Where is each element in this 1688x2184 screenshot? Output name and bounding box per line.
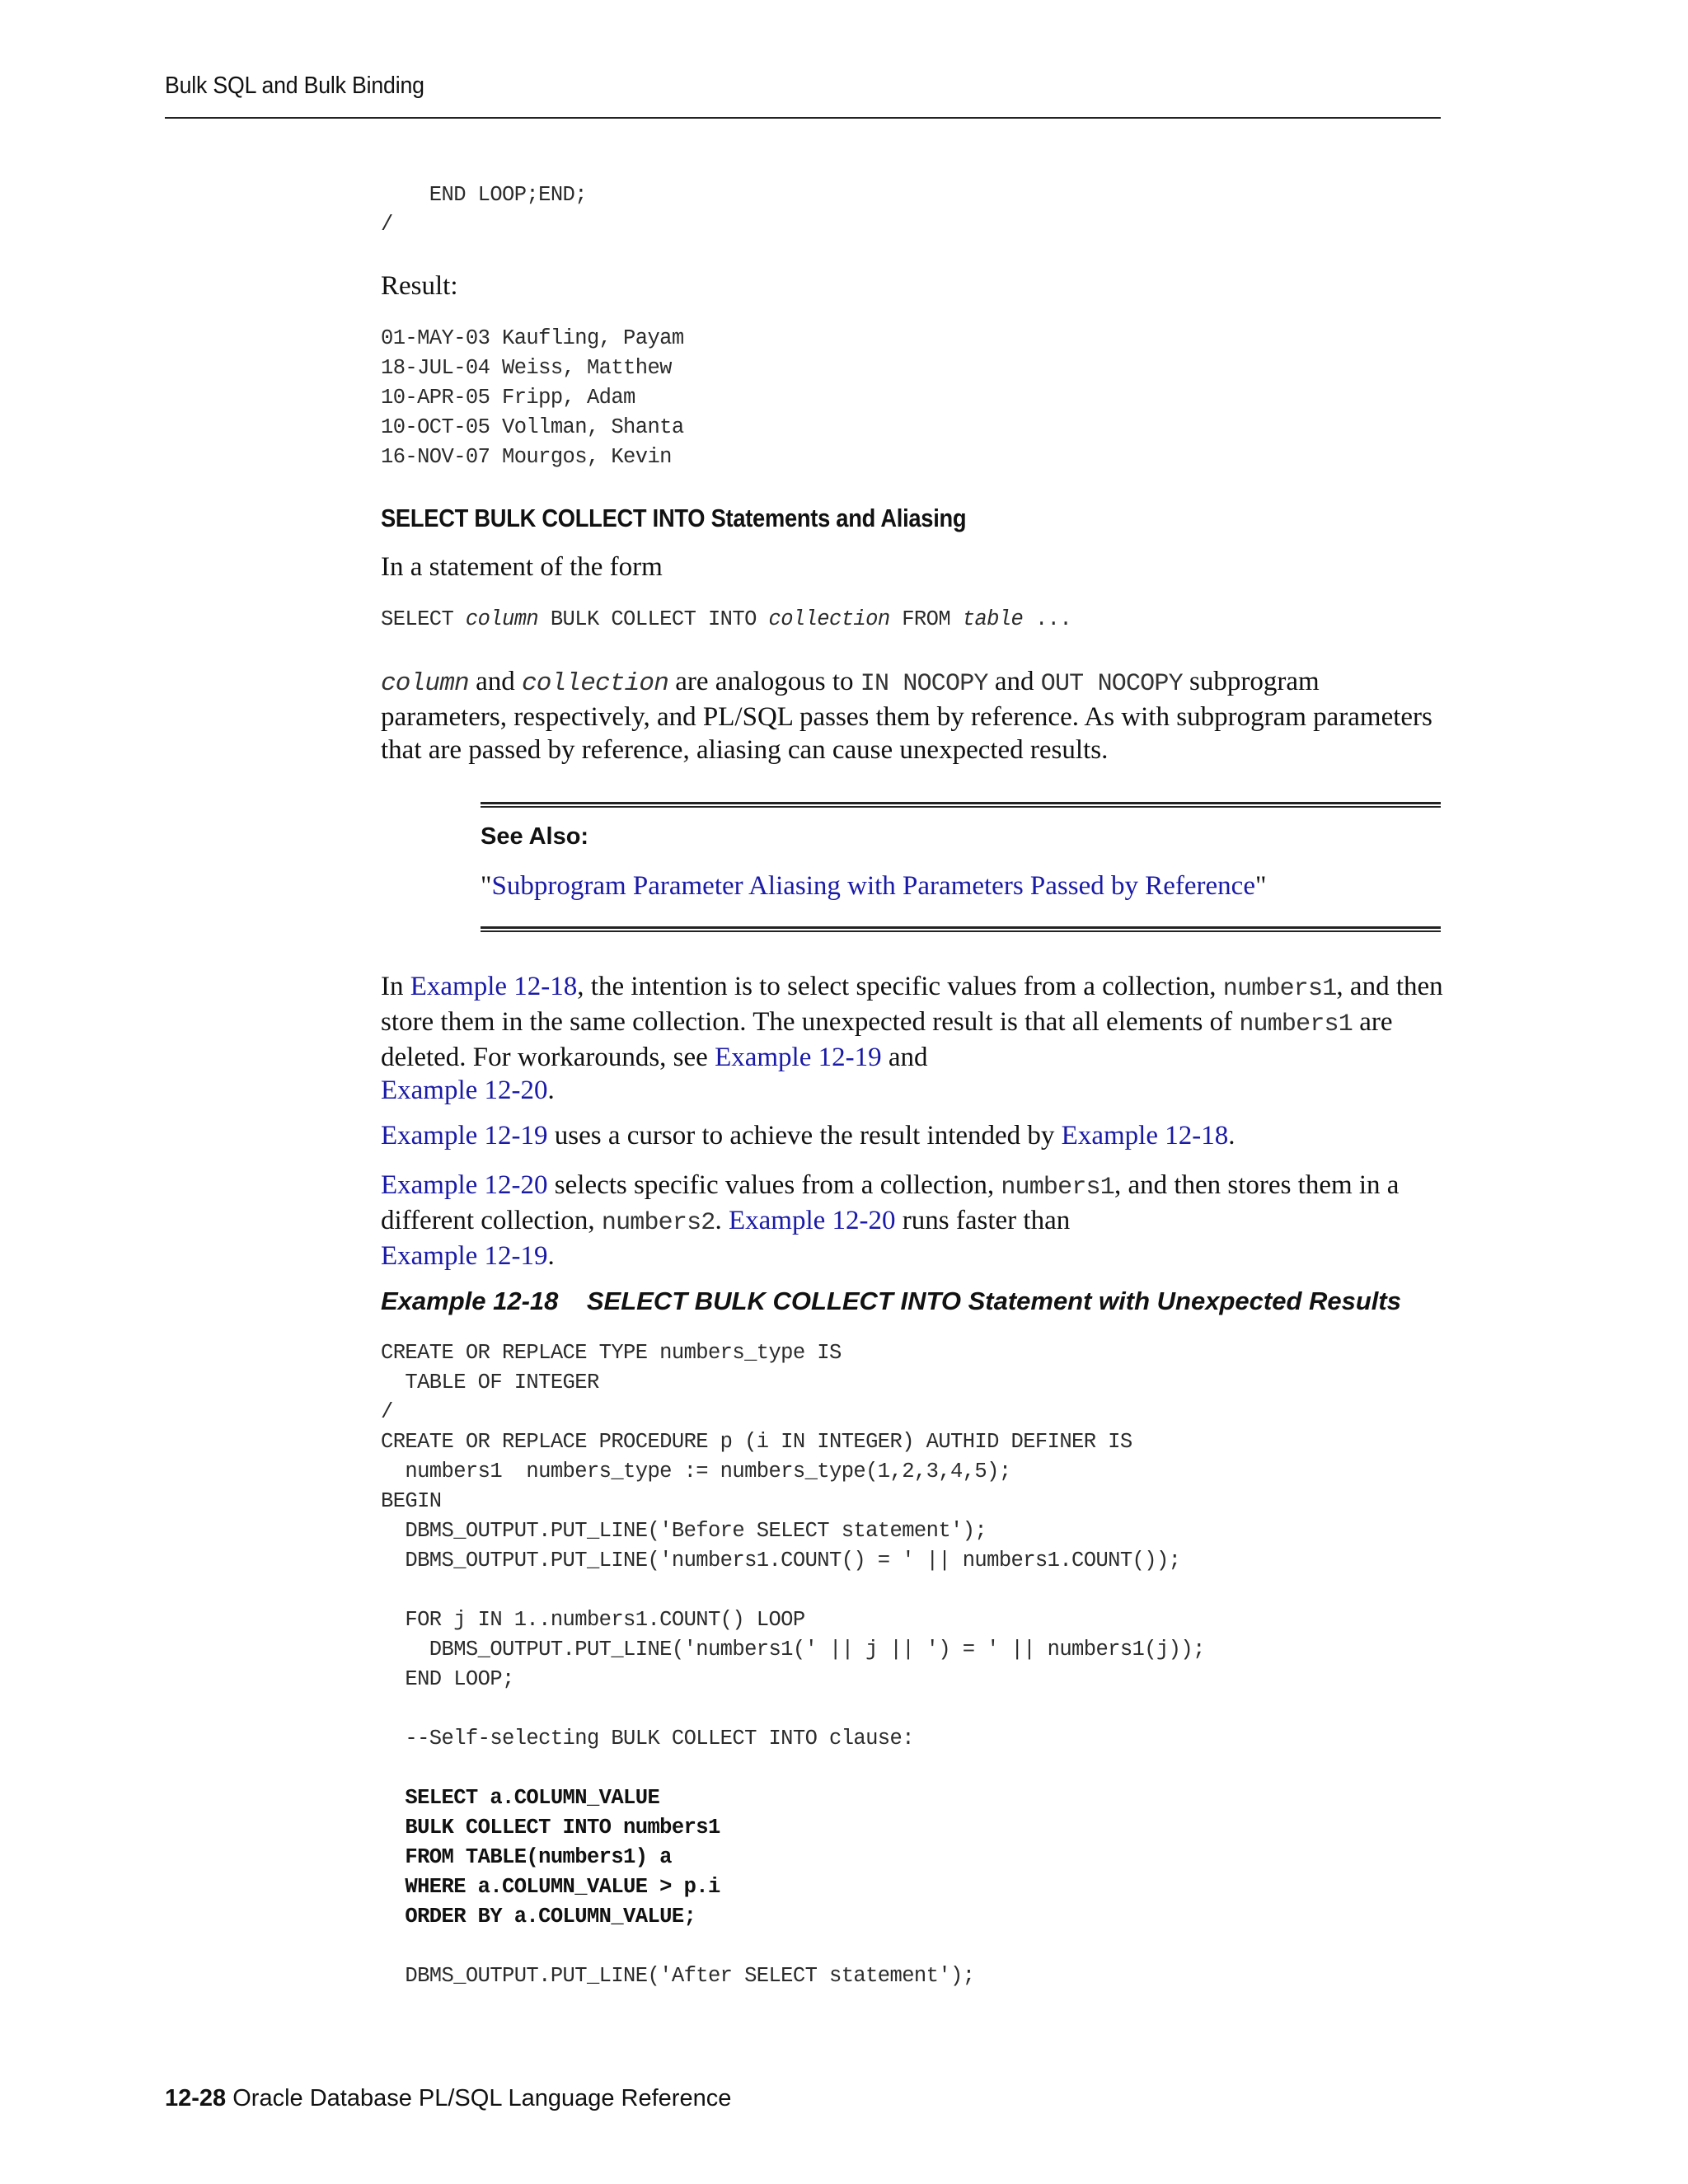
code-line: DBMS_OUTPUT.PUT_LINE('After SELECT statement'); xyxy=(381,1964,975,1988)
result-line: 10-OCT-05 Vollman, Shanta xyxy=(381,415,684,439)
example-number: Example 12-18 xyxy=(381,1286,559,1315)
code-line: CREATE OR REPLACE TYPE numbers_type IS xyxy=(381,1341,842,1365)
code-line: WHERE a.COLUMN_VALUE > p.i xyxy=(381,1875,720,1899)
code-line: BULK COLLECT INTO numbers1 xyxy=(381,1816,720,1840)
page-number: 12-28 xyxy=(165,2085,227,2111)
syntax-line: SELECT column BULK COLLECT INTO collection FROM table ... xyxy=(381,607,1072,631)
code-line: FOR j IN 1..numbers1.COUNT() LOOP xyxy=(381,1608,805,1632)
example-12-18-link[interactable]: Example 12-18 xyxy=(410,972,578,1001)
see-also-link[interactable]: Subprogram Parameter Aliasing with Parameters Passed by Reference xyxy=(491,871,1255,901)
see-also-top-rule xyxy=(481,802,1441,808)
example-title: SELECT BULK COLLECT INTO Statement with Unexpected Results xyxy=(586,1286,1401,1315)
see-also-label: See Also: xyxy=(481,823,589,850)
example-12-19-link[interactable]: Example 12-19 xyxy=(381,1121,548,1151)
aliasing-paragraph: column and collection are analogous to IN NOCOPY and OUT NOCOPY subprogram parameters, respectively, and PL/SQL passes them by reference. As with subprogram parameters that are passed by reference, aliasing can cause unexpected results. xyxy=(381,667,1432,765)
code-line: --Self-selecting BULK COLLECT INTO clause: xyxy=(381,1727,914,1750)
code-line: END LOOP;END; xyxy=(381,183,587,207)
see-also-bottom-rule xyxy=(481,926,1441,932)
code-line: END LOOP; xyxy=(381,1667,514,1691)
running-header: Bulk SQL and Bulk Binding xyxy=(165,73,424,99)
code-fragment-top xyxy=(381,180,587,240)
book-title: Oracle Database PL/SQL Language Reference xyxy=(232,2085,732,2111)
result-line: 01-MAY-03 Kaufling, Payam xyxy=(381,326,684,350)
subsection-heading: SELECT BULK COLLECT INTO Statements and Aliasing xyxy=(381,504,967,532)
intro-sentence: In a statement of the form xyxy=(381,552,663,582)
header-rule xyxy=(165,117,1441,119)
example-12-20-link[interactable]: Example 12-20 xyxy=(381,1170,548,1200)
code-line: DBMS_OUTPUT.PUT_LINE('Before SELECT statement'); xyxy=(381,1519,987,1543)
code-line: CREATE OR REPLACE PROCEDURE p (i IN INTEGER) AUTHID DEFINER IS xyxy=(381,1430,1132,1454)
result-output xyxy=(381,324,684,472)
code-line: DBMS_OUTPUT.PUT_LINE('numbers1(' || j || ') = ' || numbers1(j)); xyxy=(381,1638,1205,1661)
code-line: ORDER BY a.COLUMN_VALUE; xyxy=(381,1905,696,1929)
code-line: / xyxy=(381,213,393,237)
result-label: Result: xyxy=(381,271,458,301)
example-caption xyxy=(381,1286,1401,1316)
code-line: / xyxy=(381,1400,393,1424)
example-12-19-link[interactable]: Example 12-19 xyxy=(381,1241,548,1271)
page-footer xyxy=(165,2085,731,2112)
example-intro-paragraph: In Example 12-18, the intention is to select specific values from a collection, numbers1, and then store them in the same collection. The unexpected result is that all elements of numbers1 are deleted. For workarounds, see Example 12-19 and Example 12-20. xyxy=(381,972,1443,1105)
example-12-20-link[interactable]: Example 12-20 xyxy=(729,1206,896,1235)
example-12-20-link[interactable]: Example 12-20 xyxy=(381,1076,548,1105)
result-line: 18-JUL-04 Weiss, Matthew xyxy=(381,356,672,380)
result-line: 10-APR-05 Fripp, Adam xyxy=(381,386,635,410)
code-line: BEGIN xyxy=(381,1489,442,1513)
code-line: TABLE OF INTEGER xyxy=(381,1371,599,1394)
cursor-paragraph: Example 12-19 uses a cursor to achieve the result intended by Example 12-18. xyxy=(381,1121,1236,1151)
example-code-block xyxy=(381,1338,1205,1991)
see-also-reference: "Subprogram Parameter Aliasing with Parameters Passed by Reference" xyxy=(481,871,1267,901)
example-12-19-link[interactable]: Example 12-19 xyxy=(715,1043,882,1072)
code-line: numbers1 numbers_type := numbers_type(1,2,3,4,5); xyxy=(381,1460,1011,1483)
example-12-18-link[interactable]: Example 12-18 xyxy=(1061,1121,1229,1151)
code-line: SELECT a.COLUMN_VALUE xyxy=(381,1786,660,1810)
code-line: FROM TABLE(numbers1) a xyxy=(381,1845,672,1869)
different-collection-paragraph: Example 12-20 selects specific values from a collection, numbers1, and then stores them in a different collection, numbers2. Example 12-20 runs faster than Example 12-19. xyxy=(381,1170,1400,1271)
code-line: DBMS_OUTPUT.PUT_LINE('numbers1.COUNT() = ' || numbers1.COUNT()); xyxy=(381,1549,1181,1572)
result-line: 16-NOV-07 Mourgos, Kevin xyxy=(381,445,672,469)
